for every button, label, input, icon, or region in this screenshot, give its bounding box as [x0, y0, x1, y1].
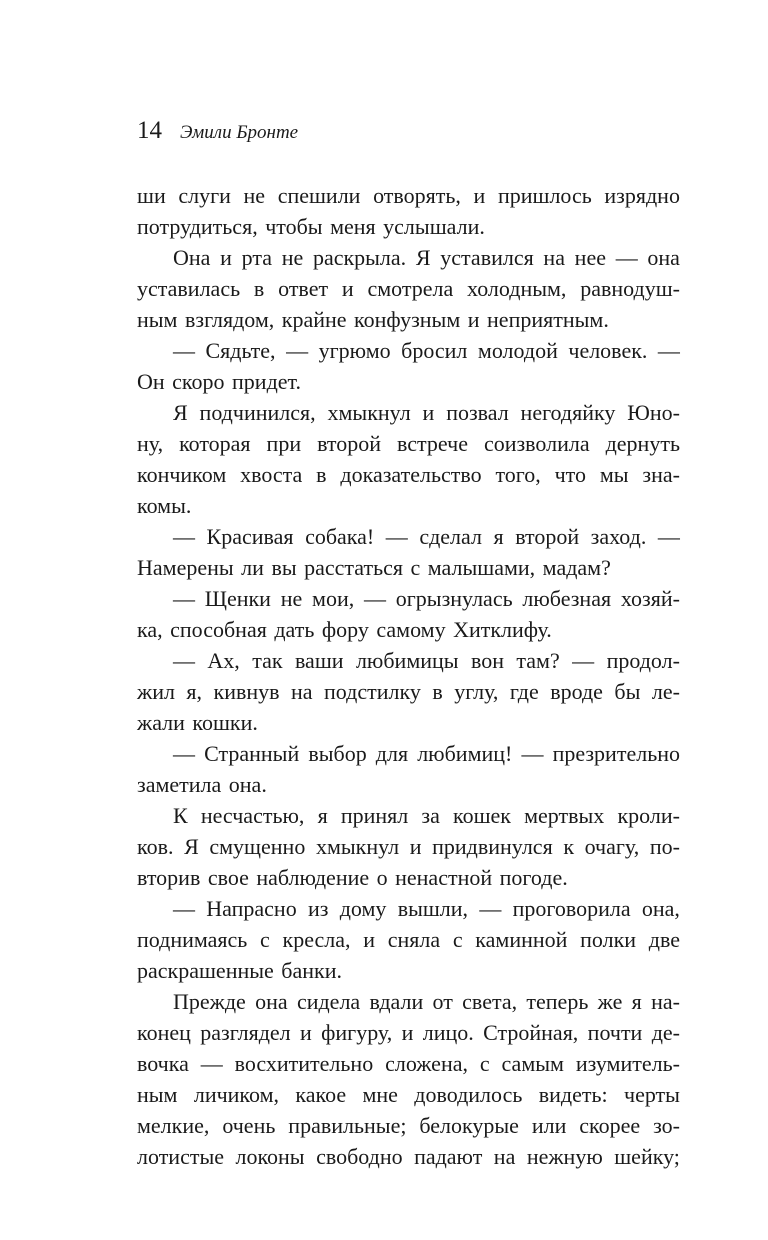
text-word: де-: [651, 1020, 680, 1045]
text-word: и: [300, 1020, 312, 1045]
text-word: ответ: [278, 276, 329, 301]
text-word: кресла,: [282, 927, 351, 952]
text-word: дому: [339, 896, 387, 921]
text-line: [137, 1110, 680, 1141]
text-word: отворять,: [373, 183, 461, 208]
text-word: мои,: [312, 586, 355, 611]
text-word: вроде: [550, 679, 603, 704]
text-word: в: [316, 462, 327, 487]
text-word: ным: [137, 1082, 178, 1107]
text-line: [137, 211, 680, 242]
text-line: [137, 428, 680, 459]
text-word: и: [473, 183, 486, 208]
text-line: [137, 614, 680, 645]
text-word: и: [220, 245, 232, 270]
text-word: вочка: [137, 1051, 189, 1076]
text-word: —: [173, 586, 195, 611]
text-line: [137, 645, 680, 676]
text-line: [137, 459, 680, 490]
text-word: слуги: [178, 183, 231, 208]
text-word: Красивая: [206, 524, 294, 549]
text-word: раскрашенные: [137, 958, 274, 983]
text-word: хозяй-: [620, 586, 680, 611]
text-word: вон: [470, 648, 504, 673]
text-word: вдали: [369, 989, 424, 1014]
text-word: —: [286, 338, 309, 363]
text-word: кроли-: [617, 803, 680, 828]
text-word: нее: [574, 245, 606, 270]
text-line: [137, 366, 680, 397]
text-word: раскрыла.: [312, 245, 407, 270]
text-word: Он: [137, 369, 165, 394]
text-word: смущенно: [209, 834, 306, 859]
text-line: [137, 707, 680, 738]
text-word: угрюмо: [318, 338, 391, 363]
text-word: —: [173, 896, 195, 921]
text-word: на-: [651, 989, 680, 1014]
text-word: крайне: [281, 307, 347, 332]
text-word: ка,: [137, 617, 163, 642]
text-word: же: [597, 989, 623, 1014]
text-line: [137, 273, 680, 304]
text-word: локоны: [235, 1144, 305, 1169]
text-word: доводилось: [414, 1082, 523, 1107]
text-word: дернуть: [605, 431, 680, 456]
text-word: Хитклифу.: [453, 617, 552, 642]
text-word: так: [252, 648, 283, 673]
text-word: погоде.: [499, 865, 568, 890]
text-word: хмыкнул: [327, 400, 411, 425]
text-word: —: [173, 648, 195, 673]
text-line: [137, 893, 680, 924]
text-line: [137, 676, 680, 707]
text-word: мелкие,: [137, 1113, 210, 1138]
page-number: 14: [137, 117, 162, 144]
text-word: негодяйку: [520, 400, 616, 425]
text-line: [137, 831, 680, 862]
text-word: вторив: [137, 865, 201, 890]
text-word: человек.: [568, 338, 648, 363]
text-line: [137, 304, 680, 335]
text-word: фигуру,: [321, 1020, 393, 1045]
text-word: придет.: [232, 369, 301, 394]
text-word: я,: [186, 679, 203, 704]
text-word: комы.: [137, 493, 192, 518]
text-word: малышами,: [427, 555, 536, 580]
running-head: [137, 117, 298, 145]
text-word: ным: [137, 307, 178, 332]
text-word: мертвых: [524, 803, 605, 828]
text-word: ну,: [137, 431, 164, 456]
text-word: огрызнулась: [395, 586, 513, 611]
text-word: зна-: [642, 462, 680, 487]
text-word: за: [421, 803, 440, 828]
text-line: [137, 521, 680, 552]
text-word: спешили: [277, 183, 361, 208]
text-word: в: [253, 276, 265, 301]
text-word: принял: [340, 803, 409, 828]
text-word: Намерены: [137, 555, 234, 580]
text-word: в: [432, 679, 443, 704]
text-line: [137, 1048, 680, 1079]
text-word: кивнув: [213, 679, 280, 704]
text-word: падают: [414, 1144, 483, 1169]
text-word: по-: [649, 834, 680, 859]
text-word: равнодуш-: [580, 276, 680, 301]
text-word: сделал: [419, 524, 482, 549]
text-word: из: [307, 896, 329, 921]
text-word: —: [200, 1051, 223, 1076]
text-word: я: [631, 989, 642, 1014]
text-word: фору: [321, 617, 369, 642]
text-word: расстаться: [304, 555, 404, 580]
text-word: самым: [501, 1051, 564, 1076]
text-word: конец: [137, 1020, 191, 1045]
text-word: презрительно: [552, 741, 680, 766]
text-word: она: [255, 989, 288, 1014]
text-word: при: [266, 431, 302, 456]
text-word: каминной: [475, 927, 568, 952]
text-word: несчастью,: [200, 803, 305, 828]
text-word: углу,: [454, 679, 499, 704]
text-word: личиком,: [193, 1082, 280, 1107]
text-word: шейку;: [614, 1144, 680, 1169]
text-word: сидела: [296, 989, 361, 1014]
text-line: [137, 800, 680, 831]
text-word: Ах,: [207, 648, 240, 673]
text-line: [137, 180, 680, 211]
text-word: банки.: [281, 958, 342, 983]
text-word: и: [341, 276, 354, 301]
text-word: хвоста: [240, 462, 303, 487]
text-word: того,: [495, 462, 541, 487]
text-word: на: [493, 1144, 516, 1169]
text-line: [137, 490, 680, 521]
text-line: [137, 738, 680, 769]
text-word: Сядьте,: [205, 338, 276, 363]
text-word: что: [554, 462, 586, 487]
text-word: мы: [599, 462, 629, 487]
text-line: [137, 862, 680, 893]
text-word: —: [657, 524, 680, 549]
text-word: какое: [295, 1082, 347, 1107]
text-word: —: [173, 524, 195, 549]
text-word: проговорила: [512, 896, 631, 921]
text-word: пришлось: [497, 183, 592, 208]
text-word: Странный: [204, 741, 300, 766]
text-line: [137, 955, 680, 986]
text-line: [137, 552, 680, 583]
text-word: Я: [184, 834, 199, 859]
text-word: вы: [271, 555, 297, 580]
text-word: —: [615, 245, 638, 270]
text-word: вышли,: [397, 896, 469, 921]
text-word: мадам?: [542, 555, 611, 580]
text-word: Напрасно: [206, 896, 297, 921]
text-word: подчинился,: [199, 400, 316, 425]
text-word: к: [563, 834, 575, 859]
text-word: нежную: [526, 1144, 603, 1169]
text-word: и: [409, 834, 422, 859]
text-word: о: [376, 865, 388, 890]
text-word: ков.: [137, 834, 174, 859]
text-word: где: [509, 679, 539, 704]
text-word: видеть:: [538, 1082, 608, 1107]
text-word: придвинулся: [432, 834, 553, 859]
text-word: доказательство: [340, 462, 482, 487]
text-word: продол-: [606, 648, 680, 673]
text-word: встрече: [397, 431, 468, 456]
text-word: кончиком: [137, 462, 227, 487]
text-word: способная: [170, 617, 267, 642]
text-line: [137, 986, 680, 1017]
text-word: ле-: [651, 679, 680, 704]
text-word: жали: [137, 710, 185, 735]
text-word: ли: [241, 555, 264, 580]
text-word: я: [317, 803, 328, 828]
text-word: неприятным.: [487, 307, 609, 332]
text-word: правильные;: [288, 1113, 407, 1138]
text-word: свободно: [316, 1144, 403, 1169]
text-word: —: [385, 524, 408, 549]
text-word: восхитительно: [234, 1051, 374, 1076]
text-word: света,: [462, 989, 518, 1014]
text-word: Стройная,: [483, 1020, 579, 1045]
text-word: —: [572, 648, 595, 673]
text-word: Юно-: [627, 400, 680, 425]
text-word: ваши: [294, 648, 344, 673]
text-word: для: [375, 741, 409, 766]
text-word: выбор: [308, 741, 367, 766]
text-word: Я: [415, 245, 431, 270]
text-word: на: [543, 245, 565, 270]
text-word: две: [648, 927, 680, 952]
text-word: заход.: [590, 524, 647, 549]
text-word: подстилку: [324, 679, 421, 704]
text-word: лицо.: [422, 1020, 474, 1045]
text-word: с: [260, 927, 270, 952]
text-word: изумитель-: [575, 1051, 680, 1076]
text-word: на: [291, 679, 313, 704]
text-word: любимицы: [355, 648, 459, 673]
text-word: меня: [330, 214, 376, 239]
text-word: очагу,: [584, 834, 640, 859]
text-word: конфузным: [354, 307, 461, 332]
text-word: уставился: [440, 245, 534, 270]
text-word: смотрела: [367, 276, 454, 301]
text-word: с: [410, 555, 421, 580]
text-word: и: [401, 1020, 414, 1045]
text-word: которая: [179, 431, 251, 456]
text-word: —: [479, 896, 502, 921]
text-word: сложена,: [385, 1051, 468, 1076]
text-word: мне: [362, 1082, 398, 1107]
text-word: белокурые: [419, 1113, 519, 1138]
text-word: не: [281, 245, 304, 270]
text-word: не: [280, 586, 303, 611]
text-word: К: [173, 803, 188, 828]
text-word: бы: [614, 679, 641, 704]
text-line: [137, 924, 680, 955]
text-word: не: [243, 183, 266, 208]
text-word: Я: [173, 400, 188, 425]
text-line: [137, 397, 680, 428]
text-word: рта: [241, 245, 272, 270]
text-word: скоро: [172, 369, 225, 394]
text-line: [137, 242, 680, 273]
text-word: и: [467, 307, 480, 332]
text-word: там?: [516, 648, 560, 673]
text-word: Она: [173, 245, 211, 270]
text-word: разглядел: [200, 1020, 291, 1045]
text-word: лотистые: [137, 1144, 225, 1169]
text-word: заметила: [137, 772, 222, 797]
text-word: она,: [641, 896, 680, 921]
text-line: [137, 769, 680, 800]
text-line: [137, 1079, 680, 1110]
text-word: жил: [137, 679, 175, 704]
text-word: с: [452, 927, 463, 952]
text-word: кошек: [453, 803, 511, 828]
text-word: зо-: [653, 1113, 680, 1138]
text-line: [137, 583, 680, 614]
text-word: с: [479, 1051, 490, 1076]
text-line: [137, 335, 680, 366]
text-word: молодой: [477, 338, 558, 363]
text-word: теперь: [526, 989, 589, 1014]
text-word: Щенки: [204, 586, 271, 611]
text-word: собака!: [305, 524, 375, 549]
text-word: любезная: [522, 586, 612, 611]
text-word: любимиц!: [417, 741, 513, 766]
text-line: [137, 1141, 680, 1172]
text-word: черты: [624, 1082, 680, 1107]
text-word: —: [364, 586, 387, 611]
text-word: изрядно: [604, 183, 680, 208]
text-word: дать: [274, 617, 315, 642]
text-word: скорее: [579, 1113, 641, 1138]
text-word: холодным,: [467, 276, 567, 301]
text-word: полки: [580, 927, 637, 952]
text-word: бросил: [401, 338, 468, 363]
text-word: самому: [376, 617, 446, 642]
text-word: соизволила: [483, 431, 590, 456]
text-word: Прежде: [173, 989, 246, 1014]
body-text: [137, 180, 680, 1172]
text-word: от: [432, 989, 453, 1014]
text-word: ненастной: [395, 865, 493, 890]
text-word: наблюдение: [256, 865, 370, 890]
text-word: и: [363, 927, 376, 952]
text-word: очень: [222, 1113, 276, 1138]
text-word: потрудиться,: [137, 214, 258, 239]
text-word: —: [173, 741, 195, 766]
text-line: [137, 1017, 680, 1048]
text-word: кошки.: [192, 710, 258, 735]
text-word: поднимаясь: [137, 927, 248, 952]
text-word: чтобы: [265, 214, 323, 239]
text-word: —: [521, 741, 544, 766]
text-word: почти: [587, 1020, 643, 1045]
book-author: Эмили Бронте: [180, 122, 299, 143]
text-word: или: [531, 1113, 567, 1138]
text-word: второй: [317, 431, 382, 456]
text-word: —: [657, 338, 680, 363]
text-word: второй: [515, 524, 580, 549]
text-word: хмыкнул: [315, 834, 400, 859]
text-word: ши: [137, 183, 166, 208]
text-word: позвал: [446, 400, 509, 425]
text-word: и: [422, 400, 435, 425]
text-word: я: [493, 524, 504, 549]
text-word: услышали.: [383, 214, 485, 239]
text-word: она.: [228, 772, 267, 797]
text-word: свое: [207, 865, 249, 890]
text-word: уставилась: [137, 276, 241, 301]
text-word: —: [173, 338, 195, 363]
text-word: взглядом,: [184, 307, 275, 332]
text-word: она: [647, 245, 680, 270]
text-word: сняла: [387, 927, 441, 952]
